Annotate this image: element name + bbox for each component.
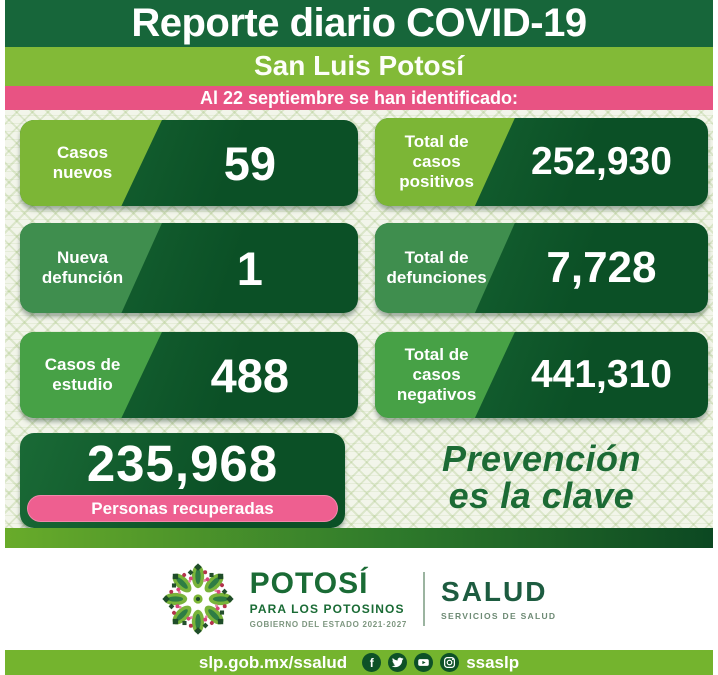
instagram-icon[interactable] — [440, 653, 459, 672]
twitter-icon[interactable] — [388, 653, 407, 672]
stat-label: Casos nuevos — [52, 142, 113, 182]
date-banner: Al 22 septiembre se han identificado: — [0, 86, 718, 110]
recovered-card — [20, 433, 345, 528]
youtube-icon[interactable] — [414, 653, 433, 672]
stat-label: Total de casos negativos — [396, 344, 477, 405]
footer-divider — [423, 572, 425, 626]
stat-value: 252,930 — [530, 140, 672, 183]
stat-card-casos-estudio — [20, 332, 358, 418]
stats-panel — [0, 110, 718, 548]
website-link[interactable]: slp.gob.mx/ssalud — [198, 652, 348, 672]
stat-card-total-positivos — [375, 118, 708, 206]
potosi-brand-block — [250, 569, 407, 629]
stat-value: 441,310 — [530, 353, 672, 396]
stat-card-total-negativos — [375, 332, 708, 418]
stat-value: 488 — [210, 348, 290, 402]
slogan-line1: Prevención — [441, 438, 642, 479]
bottom-bar — [0, 650, 718, 675]
potosi-emblem-icon — [162, 563, 234, 635]
page-edge-right — [713, 0, 718, 675]
org-subtitle: SERVICIOS DE SALUD — [441, 610, 557, 621]
gradient-strip — [0, 528, 718, 548]
slogan-line2: es la clave — [448, 475, 635, 517]
stat-label: Casos de estudio — [44, 354, 121, 394]
brand-name: POTOSÍ — [249, 567, 369, 600]
prevention-slogan — [375, 440, 708, 515]
brand-note: GOBIERNO DEL ESTADO 2021·2027 — [249, 620, 408, 629]
stat-card-total-defunciones — [375, 223, 708, 313]
org-name: SALUD — [441, 575, 548, 607]
facebook-icon[interactable]: f — [362, 653, 381, 672]
page-edge-left — [0, 0, 5, 675]
stat-card-casos-nuevos — [20, 120, 358, 206]
state-subtitle: San Luis Potosí — [0, 47, 718, 86]
stat-label: Total de casos positivos — [399, 131, 474, 192]
social-handle[interactable]: ssaslp — [466, 652, 520, 672]
stat-label: Total de defunciones — [386, 247, 487, 287]
stat-card-nueva-defuncion — [20, 223, 358, 313]
recovered-label-pill: Personas recuperadas — [27, 495, 338, 522]
stat-value: 59 — [223, 136, 276, 190]
brand-tagline: PARA LOS POTOSINOS — [249, 602, 405, 616]
stat-value: 7,728 — [546, 243, 657, 292]
footer-logos — [0, 548, 718, 650]
recovered-value: 235,968 — [86, 435, 279, 492]
page-title: Reporte diario COVID-19 — [0, 0, 718, 47]
stat-label: Nueva defunción — [41, 247, 124, 287]
stat-value: 1 — [236, 241, 263, 295]
salud-org-block — [441, 575, 557, 621]
